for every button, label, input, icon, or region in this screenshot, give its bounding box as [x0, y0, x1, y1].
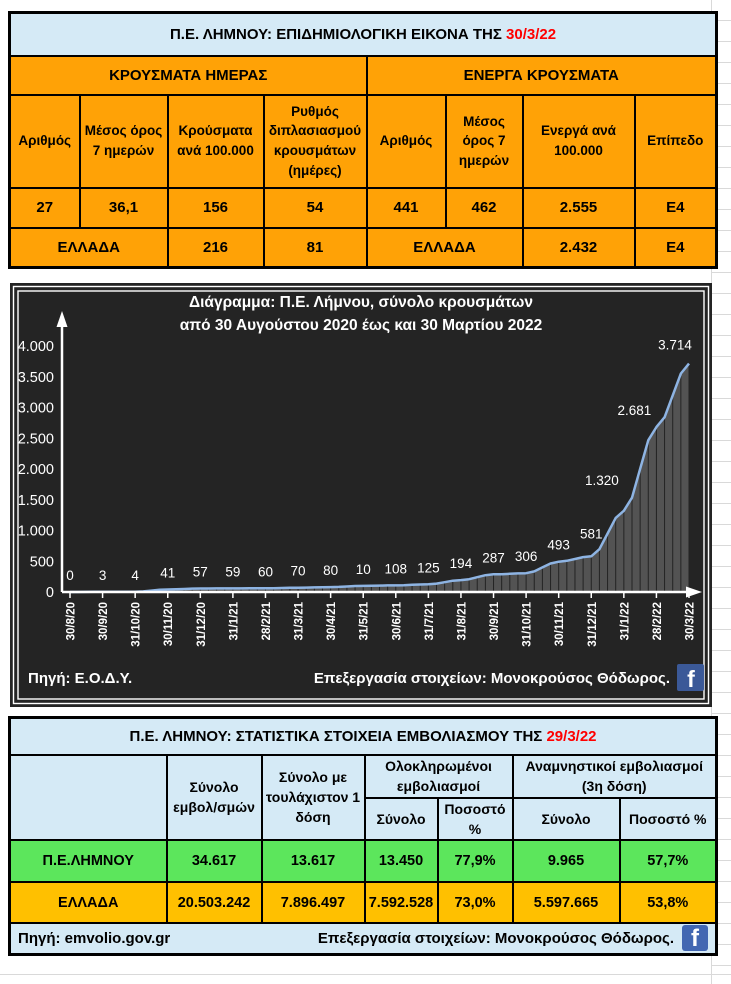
svg-text:30/9/20: 30/9/20 [98, 602, 111, 641]
epi-header-level: Επίπεδο [635, 95, 717, 188]
vacc-header-booster-group: Αναμνηστικοί εμβολιασμοί (3η δόση) [513, 755, 717, 798]
svg-text:3.500: 3.500 [17, 369, 54, 386]
vacc-limnos-booster-pct: 57,7% [620, 840, 717, 882]
epi-header-active-number: Αριθμός [367, 95, 446, 188]
vacc-header-completed-group: Ολοκληρωμένοι εμβολιασμοί [365, 755, 513, 798]
vacc-subheader-booster-pct: Ποσοστό % [620, 798, 717, 841]
svg-text:2.681: 2.681 [617, 403, 652, 419]
y-axis-arrow [57, 311, 68, 327]
epi-greece-doubling-rate: 81 [264, 228, 367, 268]
svg-text:2.000: 2.000 [17, 462, 54, 478]
svg-text:30/11/20: 30/11/20 [163, 602, 176, 647]
svg-text:από 30 Αυγούστου 2020 έως και: από 30 Αυγούστου 2020 έως και 30 Μαρτίου 2022 [179, 317, 543, 334]
epi-greece-level: Ε4 [635, 228, 717, 268]
epi-header-active-per-100k: Ενεργά ανά 100.000 [523, 95, 635, 188]
vacc-footer-source: Πηγή: emvolio.gov.gr [18, 929, 171, 947]
svg-text:10: 10 [355, 561, 371, 577]
svg-text:31/3/21: 31/3/21 [293, 602, 306, 641]
vacc-footer-credit: Επεξεργασία στοιχείων: Μονοκρούσος Θόδωρος. [317, 929, 674, 947]
svg-text:493: 493 [547, 537, 570, 553]
vacc-limnos-label: Π.Ε.ΛΗΜΝΟΥ [10, 840, 167, 882]
x-tick-labels [66, 601, 697, 646]
vacc-header-first-dose: Σύνολο με τουλάχιστον 1 δόση [262, 755, 365, 841]
vacc-limnos-first-dose: 13.617 [262, 840, 365, 882]
svg-text:Διάγραμμα: Π.Ε. Λήμνου, σύνολ: Διάγραμμα: Π.Ε. Λήμνου, σύνολο κρουσμάτων [188, 294, 534, 311]
epi-title-date: 30/3/22 [506, 25, 557, 43]
vacc-title-text: Π.Ε. ΛΗΜΝΟΥ: ΣΤΑΤΙΣΤΙΚΑ ΣΤΟΙΧΕΙΑ ΕΜΒΟΛΙΑΣΜΟΥ ΤΗΣ [129, 727, 547, 745]
y-tick-labels [18, 339, 54, 601]
svg-text:80: 80 [323, 563, 339, 579]
svg-text:287: 287 [482, 550, 505, 566]
cases-chart-svg [10, 283, 712, 707]
epi-value-7day-avg: 36,1 [80, 188, 168, 228]
svg-text:31/7/21: 31/7/21 [423, 602, 436, 641]
svg-text:500: 500 [29, 554, 54, 571]
vacc-footer [10, 923, 717, 954]
vacc-title-date: 29/3/22 [546, 727, 597, 745]
epidemiology-table [8, 11, 718, 269]
vacc-header-total: Σύνολο εμβολ/σμών [167, 755, 262, 841]
spreadsheet-gridline-bottom [0, 974, 731, 975]
epi-header-active-7day-avg: Μέσος όρος 7 ημερών [446, 95, 523, 188]
vacc-header-empty [10, 755, 167, 841]
svg-text:31/10/21: 31/10/21 [521, 602, 534, 647]
svg-text:31/12/20: 31/12/20 [195, 602, 208, 647]
epi-value-active-number: 441 [367, 188, 446, 228]
vaccination-table [8, 716, 718, 956]
svg-text:28/2/21: 28/2/21 [260, 602, 273, 641]
svg-text:70: 70 [290, 563, 306, 579]
svg-text:125: 125 [417, 560, 440, 576]
vacc-greece-label: ΕΛΛΑΔΑ [10, 882, 167, 923]
vacc-subheader-completed-total: Σύνολο [365, 798, 438, 841]
svg-text:306: 306 [514, 549, 538, 565]
svg-text:30/8/20: 30/8/20 [65, 602, 78, 641]
vacc-greece-booster-pct: 53,8% [620, 882, 717, 923]
epi-header-doubling-rate: Ρυθμός διπλασιασμού κρουσμάτων (ημέρες) [264, 95, 367, 188]
vacc-table-title [10, 718, 717, 755]
vacc-greece-completed-pct: 73,0% [438, 882, 513, 923]
epi-greece-active-per-100k: 2.432 [523, 228, 635, 268]
svg-text:1.500: 1.500 [17, 492, 54, 509]
svg-text:31/5/21: 31/5/21 [358, 602, 371, 641]
cumulative-cases-chart [10, 283, 712, 707]
svg-text:41: 41 [160, 565, 176, 581]
svg-text:f: f [687, 666, 695, 692]
epi-greece-per-100k: 216 [168, 228, 264, 268]
svg-text:31/8/21: 31/8/21 [456, 602, 469, 641]
chart-title [180, 294, 543, 334]
svg-text:4: 4 [131, 567, 139, 583]
svg-text:59: 59 [225, 564, 241, 580]
svg-text:30/6/21: 30/6/21 [391, 602, 404, 641]
epi-value-number: 27 [10, 188, 80, 228]
svg-text:194: 194 [449, 556, 473, 572]
svg-text:1.320: 1.320 [584, 472, 619, 488]
vacc-limnos-booster: 9.965 [513, 840, 620, 882]
vacc-subheader-completed-pct: Ποσοστό % [438, 798, 513, 841]
epi-value-doubling-rate: 54 [264, 188, 367, 228]
epi-value-active-7day-avg: 462 [446, 188, 523, 228]
epi-header-per-100k: Κρούσματα ανά 100.000 [168, 95, 264, 188]
epi-value-level: Ε4 [635, 188, 717, 228]
vacc-greece-booster: 5.597.665 [513, 882, 620, 923]
epi-group-daily-cases: ΚΡΟΥΣΜΑΤΑ ΗΜΕΡΑΣ [10, 56, 367, 95]
svg-text:30/9/21: 30/9/21 [489, 602, 502, 641]
chart-credit: Επεξεργασία στοιχείων: Μονοκρούσος Θόδωρος. [313, 670, 670, 687]
svg-text:30/3/22: 30/3/22 [684, 602, 697, 641]
epi-value-active-per-100k: 2.555 [523, 188, 635, 228]
point-labels [66, 338, 692, 583]
svg-text:581: 581 [579, 526, 603, 542]
chart-source: Πηγή: Ε.Ο.Δ.Υ. [28, 670, 133, 687]
epi-header-7day-avg: Μέσος όρος 7 ημερών [80, 95, 168, 188]
epi-value-per-100k: 156 [168, 188, 264, 228]
svg-text:60: 60 [257, 564, 273, 580]
epi-header-number: Αριθμός [10, 95, 80, 188]
epi-greece-label-1: ΕΛΛΑΔΑ [10, 228, 168, 268]
svg-text:0: 0 [66, 568, 74, 583]
svg-text:3.714: 3.714 [658, 337, 692, 353]
svg-text:1.000: 1.000 [17, 523, 54, 540]
vacc-limnos-completed: 13.450 [365, 840, 438, 882]
svg-text:2.500: 2.500 [17, 431, 54, 448]
svg-text:28/2/22: 28/2/22 [651, 602, 664, 641]
svg-text:30/11/21: 30/11/21 [554, 602, 567, 647]
epi-group-active-cases: ΕΝΕΡΓΑ ΚΡΟΥΣΜΑΤΑ [367, 56, 717, 95]
svg-text:57: 57 [192, 564, 208, 580]
epi-table-title [10, 13, 717, 56]
svg-text:108: 108 [384, 561, 408, 577]
svg-text:30/4/21: 30/4/21 [326, 602, 339, 641]
svg-text:4.000: 4.000 [17, 339, 54, 355]
svg-text:31/1/21: 31/1/21 [228, 602, 241, 641]
svg-text:31/12/21: 31/12/21 [586, 602, 599, 647]
svg-text:0: 0 [45, 585, 54, 601]
epi-title-text: Π.Ε. ΛΗΜΝΟΥ: ΕΠΙΔΗΜΙΟΛΟΓΙΚΗ ΕΙΚΟΝΑ ΤΗΣ [169, 25, 507, 43]
vacc-limnos-total: 34.617 [167, 840, 262, 882]
svg-text:31/10/20: 31/10/20 [130, 602, 143, 647]
epi-greece-label-2: ΕΛΛΑΔΑ [367, 228, 523, 268]
vacc-limnos-completed-pct: 77,9% [438, 840, 513, 882]
svg-text:31/1/22: 31/1/22 [619, 602, 632, 641]
chart-footer [28, 664, 704, 692]
vacc-greece-completed: 7.592.528 [365, 882, 438, 923]
vacc-subheader-booster-total: Σύνολο [513, 798, 620, 841]
svg-text:3.000: 3.000 [17, 400, 54, 417]
vacc-greece-total: 20.503.242 [167, 882, 262, 923]
vacc-greece-first-dose: 7.896.497 [262, 882, 365, 923]
svg-text:3: 3 [98, 567, 107, 583]
facebook-icon[interactable]: f [682, 925, 708, 951]
